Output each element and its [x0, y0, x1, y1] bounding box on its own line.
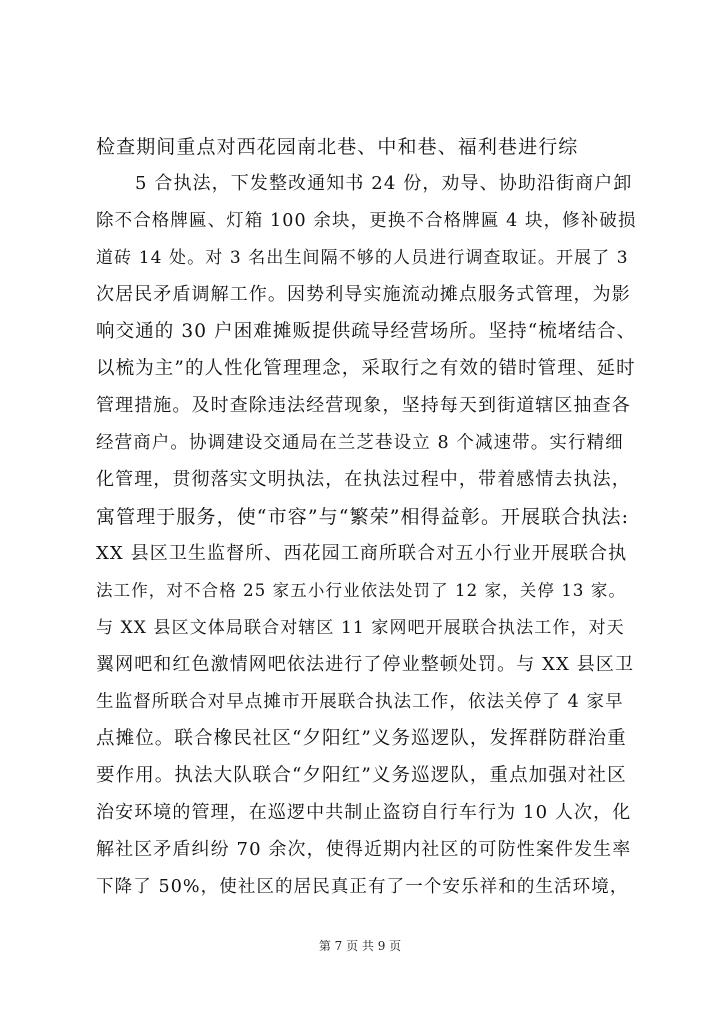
- text-line-10: 化管理，贯彻落实文明执法，在执法过程中，带着感情去执法，: [96, 469, 631, 490]
- text-line-20: 解社区矛盾纠纷 70 余次，使得近期内社区的可防性案件发生率: [96, 839, 632, 860]
- text-line-21: 下降了 50%，使社区的居民真正有了一个安乐祥和的生活环境，: [96, 877, 629, 897]
- page-footer: 第 7 页 共 9 页: [318, 939, 402, 953]
- text-line-3: 除不合格牌匾、灯箱 100 余块，更换不合格牌匾 4 块，修补破损: [96, 211, 637, 231]
- text-line-13: 法工作，对不合格 25 家五小行业依法处罚了 12 家，关停 13 家。: [96, 581, 627, 600]
- text-line-4: 道砖 14 处。对 3 名出生间隔不够的人员进行调查取证。开展了 3: [96, 248, 629, 268]
- text-line-15: 翼网吧和红色激情网吧依法进行了停业整顿处罚。与 XX 县区卫: [96, 654, 635, 675]
- text-line-1: 检查期间重点对西花园南北巷、中和巷、福利巷进行综: [96, 136, 579, 158]
- text-line-16: 生监督所联合对早点摊市开展联合执法工作，依法关停了 4 家早: [96, 692, 624, 712]
- text-line-12: XX 县区卫生监督所、西花园工商所联合对五小行业开展联合执: [96, 543, 628, 564]
- text-line-8: 管理措施。及时查除违法经营现象，坚持每天到街道辖区抽查各: [96, 395, 631, 416]
- text-line-5: 次居民矛盾调解工作。因势利导实施流动摊点服务式管理，为影: [96, 284, 631, 305]
- text-line-7: 以梳为主”的人性化管理理念，采取行之有效的错时管理、延时: [96, 358, 636, 379]
- text-line-9: 经营商户。协调建设交通局在兰芝巷设立 8 个减速带。实行精细: [96, 433, 624, 453]
- text-line-14: 与 XX 县区文体局联合对辖区 11 家网吧开展联合执法工作，对天: [96, 618, 625, 638]
- text-line-17: 点摊位。联合橡民社区“夕阳红”义务巡逻队，发挥群防群治重: [96, 728, 627, 749]
- text-line-6: 响交通的 30 户困难摊贩提供疏导经营场所。坚持“梳堵结合、: [96, 321, 637, 342]
- text-line-18: 要作用。执法大队联合“夕阳红”义务巡逻队，重点加强对社区: [96, 765, 627, 786]
- text-line-11: 寓管理于服务，使“市容”与“繁荣”相得益彰。开展联合执法:: [96, 506, 630, 528]
- text-line-2: 5 合执法，下发整改通知书 24 份，劝导、协助沿街商户卸: [135, 173, 633, 194]
- text-line-19: 治安环境的管理，在巡逻中共制止盗窃自行车行为 10 人次，化: [96, 802, 632, 823]
